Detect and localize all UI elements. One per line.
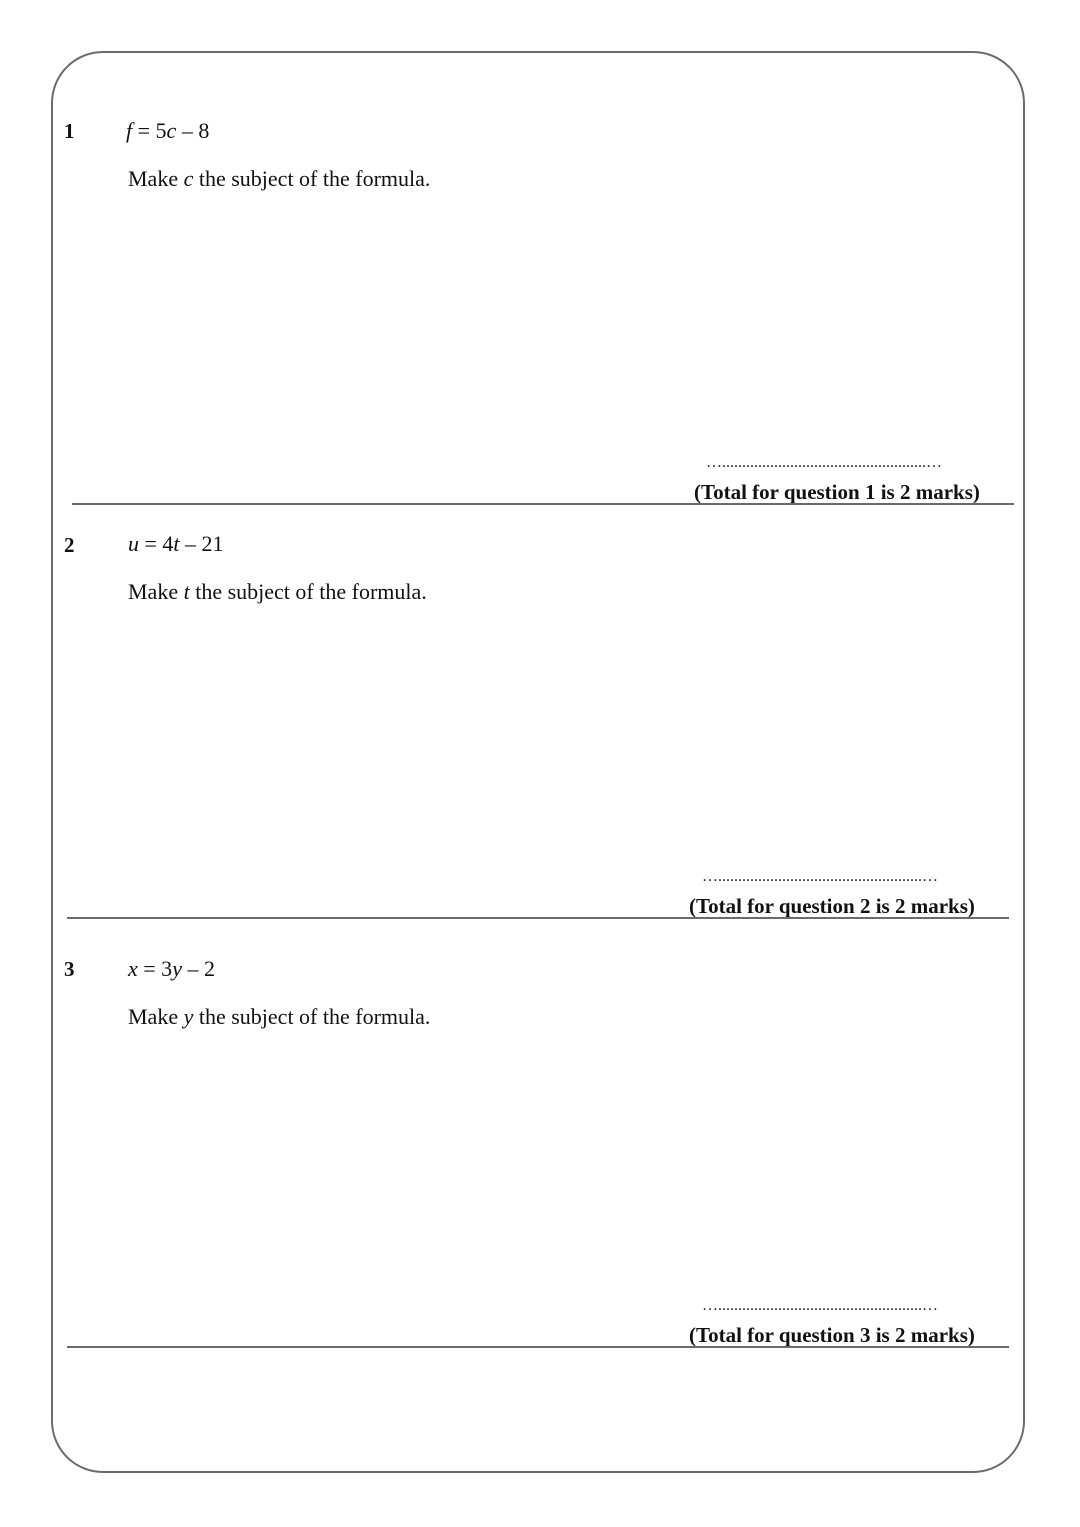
page-border <box>51 51 1025 1473</box>
formula-part: – 2 <box>181 956 215 981</box>
formula-variable: y <box>172 956 182 981</box>
formula-part: = 4 <box>139 531 174 556</box>
question-1-answer-line[interactable]: …...................................................… <box>706 454 942 471</box>
question-3-instruction: Make y the subject of the formula. <box>128 1004 431 1029</box>
question-2-formula <box>128 533 224 555</box>
question-2-number: 2 <box>64 533 75 557</box>
formula-part: – 8 <box>176 118 210 143</box>
formula-variable: u <box>128 531 139 556</box>
question-1-divider <box>72 503 1014 505</box>
instruction-variable: y <box>183 1004 194 1029</box>
formula-variable: t <box>173 531 180 556</box>
question-3-answer-line[interactable]: …...................................................… <box>702 1297 938 1314</box>
formula-part: = 3 <box>137 956 173 981</box>
question-3-number: 3 <box>64 957 75 981</box>
question-1-instruction: Make c the subject of the formula. <box>128 166 431 191</box>
question-3-total: (Total for question 3 is 2 marks) <box>689 1323 975 1347</box>
formula-variable: x <box>128 956 138 981</box>
question-1-total: (Total for question 1 is 2 marks) <box>694 480 980 504</box>
question-2-total: (Total for question 2 is 2 marks) <box>689 894 975 918</box>
formula-variable: f <box>126 118 133 143</box>
formula-part: = 5 <box>132 118 167 143</box>
formula-part: – 21 <box>179 531 224 556</box>
formula-variable: c <box>166 118 177 143</box>
instruction-variable: c <box>183 166 194 191</box>
question-2-divider <box>67 917 1009 919</box>
question-1-formula <box>126 120 209 142</box>
question-1-number: 1 <box>64 119 75 143</box>
question-3-formula <box>128 958 215 980</box>
question-2-instruction: Make t the subject of the formula. <box>128 579 427 604</box>
question-3-divider <box>67 1346 1009 1348</box>
instruction-variable: t <box>183 579 190 604</box>
question-2-answer-line[interactable]: …...................................................… <box>702 868 938 885</box>
